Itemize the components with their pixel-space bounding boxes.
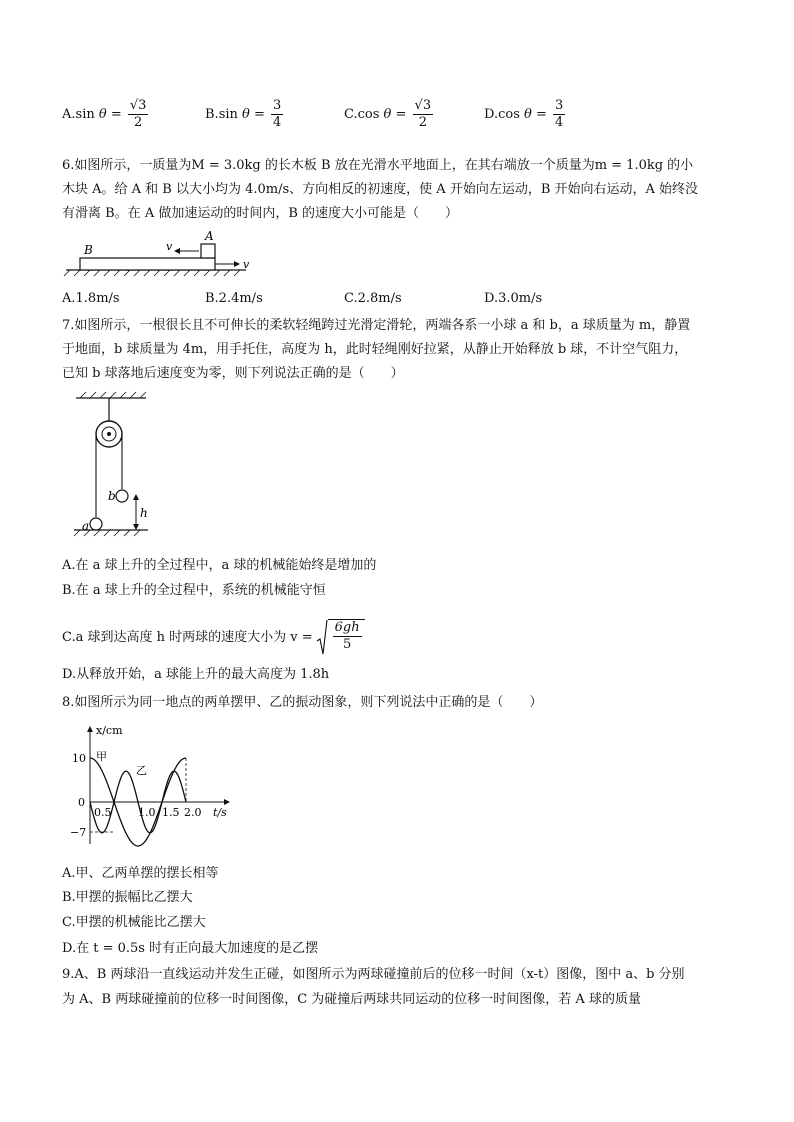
q7-option-d: D.从释放开始，a 球能上升的最大高度为 1.8h [62,667,330,682]
q9-stem-line2: 为 A、B 两球碰撞前的位移一时间图像，C 为碰撞后两球共同运动的位移一时间图像，若 A 球的质量 [62,992,641,1007]
y-tick-neg7: −7 [70,826,87,839]
label-h: h [140,506,148,520]
sqrt-expression: $\frac{6gh}{5}$ [316,619,365,657]
x-tick-1.5: 1.5 [162,806,180,819]
q7-option-a: A.在 a 球上升的全过程中，a 球的机械能始终是增加的 [62,558,377,573]
q8-option-d: D.在 t = 0.5s 时有正向最大加速度的是乙摆 [62,941,319,956]
q7-stem-line3: 已知 b 球落地后速度变为零，则下列说法正确的是（ ） [62,366,404,381]
velocity-a-arrowhead [174,248,180,254]
y-tick-10: 10 [72,752,86,765]
x-axis-label: t/s [213,806,227,819]
q6-option-d: D.3.0m/s [484,291,543,306]
x-tick-2.0: 2.0 [184,806,202,819]
q6-stem-line2: 木块 A。给 A 和 B 以大小均为 4.0m/s、方向相反的初速度，使 A 开始向左运动，B 开始向右运动，A 始终没 [62,182,699,197]
label-ball-b: b [108,489,116,503]
ceiling-hatch [80,392,146,398]
q5-option-a: A.sin θ = $\frac{√3}{2}$ [62,98,147,130]
label-vb: v [243,258,250,271]
series-jia-label: 甲 [96,750,107,763]
q5-option-c: C.cos θ = $\frac{√3}{2}$ [344,98,432,130]
label-ball-a: a [82,519,90,533]
q8-oscillation-chart [66,720,246,850]
q6-board-block-figure [60,226,260,278]
q7-pulley-figure [68,390,158,540]
label-b: B [84,243,93,257]
q6-option-a: A.1.8m/s [62,291,120,306]
q7-stem-line2: 于地面，b 球质量为 4m，用手托住，高度为 h，此时轻绳刚好拉紧，从静止开始释放 b 球，不计空气阻力， [62,342,688,357]
y-tick-0: 0 [78,796,85,809]
q8-option-b: B.甲摆的振幅比乙摆大 [62,890,193,905]
board-b [80,258,215,270]
q7-stem-line1: 7.如图所示，一根很长且不可伸长的柔软轻绳跨过光滑定滑轮，两端各系一小球 a 和 b，a 球质量为 m，静置 [62,318,691,333]
series-yi-label: 乙 [136,764,147,777]
label-va: v [166,240,173,253]
y-axis-label: x/cm [96,724,123,737]
ball-b [116,490,128,502]
sqrt-sign [316,619,328,657]
ball-a [90,518,102,530]
block-a [201,244,215,258]
q6-option-b: B.2.4m/s [205,291,263,306]
x-tick-1.0: 1.0 [138,806,156,819]
q8-stem: 8.如图所示为同一地点的两单摆甲、乙的振动图象，则下列说法中正确的是（ ） [62,695,543,710]
q5-option-b: B.sin θ = $\frac{3}{4}$ [205,98,282,130]
velocity-b-arrowhead [234,261,240,267]
x-tick-0.5: 0.5 [94,806,112,819]
q7-option-b: B.在 a 球上升的全过程中，系统的机械能守恒 [62,583,326,598]
q8-option-c: C.甲摆的机械能比乙摆大 [62,915,206,930]
q7-option-c: C.a 球到达高度 h 时两球的速度大小为 v = $\frac{6gh}{5}$ [62,619,365,657]
q8-option-a: A.甲、乙两单摆的摆长相等 [62,866,219,881]
q9-stem-line1: 9.A、B 两球沿一直线运动并发生正碰，如图所示为两球碰撞前后的位移一时间（x-t）图像，图中 a、b 分别 [62,967,685,982]
q6-stem-line3: 有滑离 B。在 A 做加速运动的时间内，B 的速度大小可能是（ ） [62,206,459,221]
q6-option-c: C.2.8m/s [344,291,402,306]
ground-hatch [64,270,240,276]
q6-stem-line1: 6.如图所示，一质量为M = 3.0kg 的长木板 B 放在光滑水平地面上，在其右端放一个质量为m = 1.0kg 的小 [62,158,694,173]
q5-option-d: D.cos θ = $\frac{3}{4}$ [484,98,564,130]
label-a: A [205,229,214,243]
